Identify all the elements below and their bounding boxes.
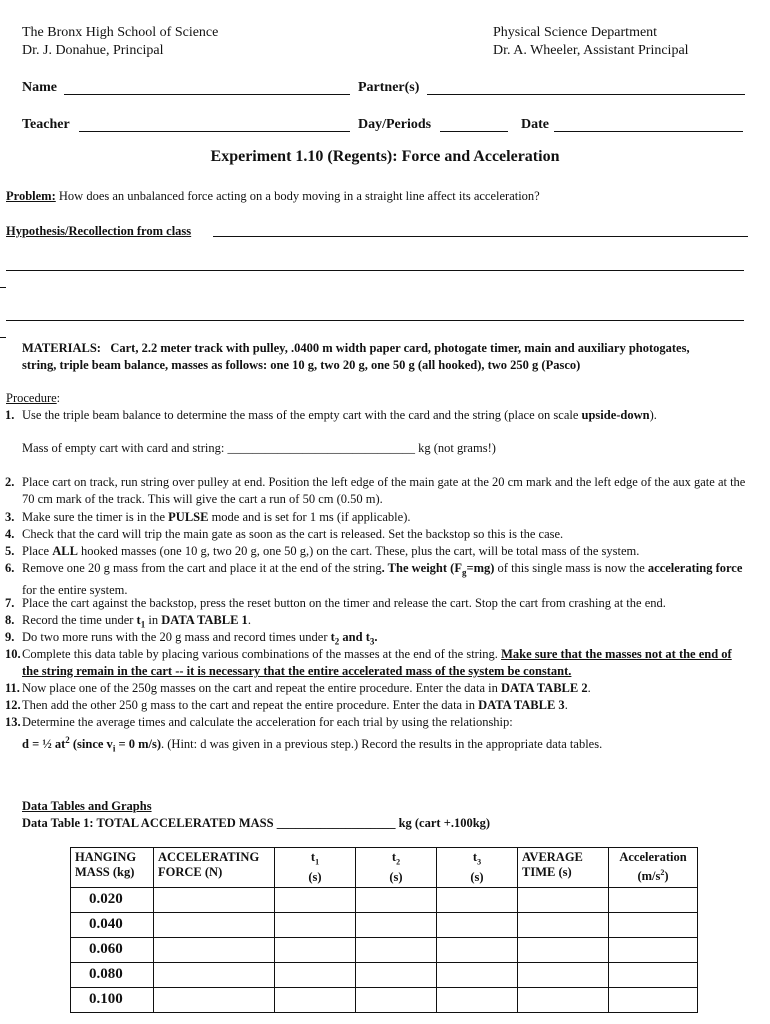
hanging-mass-cell: 0.040 [71, 912, 154, 937]
step-12-table: DATA TABLE 3 [478, 698, 565, 712]
input-cell[interactable] [356, 887, 437, 912]
step-8-end: . [247, 613, 251, 627]
col-acceleration: Acceleration $(m/s^2)$ [609, 848, 698, 888]
step-12-text: Then add the other 250 g mass to the cart and repeat the entire procedure. Enter the data in [22, 698, 479, 712]
table-row [71, 887, 698, 912]
day-periods-label: Day/Periods [358, 117, 432, 132]
input-cell[interactable] [154, 987, 275, 1012]
input-cell[interactable] [356, 987, 437, 1012]
name-label: Name [22, 80, 57, 95]
input-cell[interactable] [609, 887, 698, 912]
input-cell[interactable] [518, 937, 609, 962]
table-row [71, 937, 698, 962]
formula-sub: i [112, 743, 116, 754]
step-5-bold: ALL [52, 544, 78, 558]
step-11-end: . [587, 681, 591, 695]
data-table-1 [70, 847, 698, 1013]
step-8-text: Record the time under [22, 613, 137, 627]
input-cell[interactable] [154, 962, 275, 987]
step-3-bold: PULSE [168, 510, 209, 524]
col-t2: $t_2$ (s) [356, 848, 437, 888]
problem-label: Problem: [6, 189, 56, 203]
step-6-mid: of this single mass is now the [494, 561, 648, 575]
formula-end: = 0 m/s) [115, 737, 161, 752]
materials [22, 340, 727, 374]
step-11-text: Now place one of the 250g masses on the cart and repeat the entire procedure. Enter the data in [22, 681, 501, 695]
step-12-end: . [564, 698, 568, 712]
step-7-text: Place the cart against the backstop, press the reset button on the timer and release the cart. Stop the cart from crashing at the end. [22, 596, 666, 610]
step-3-end: mode and is set for 1 ms (if applicable). [208, 510, 411, 524]
step-6-text: Remove one 20 g mass from the cart and place it at the end of the string [22, 561, 382, 575]
formula-sup: 2 [65, 735, 70, 745]
teacher-label: Teacher [22, 117, 70, 132]
input-cell[interactable] [518, 887, 609, 912]
step-9-t2: t [330, 630, 335, 644]
input-cell[interactable] [356, 912, 437, 937]
col-t1: $t_1$ (s) [275, 848, 356, 888]
step-6-weight: weight (F [411, 561, 462, 575]
input-cell[interactable] [275, 987, 356, 1012]
formula-line [22, 732, 752, 758]
step-6-force: accelerating force [647, 561, 743, 575]
input-cell[interactable] [609, 937, 698, 962]
input-cell[interactable] [275, 937, 356, 962]
formula: d = ½ at [22, 737, 66, 752]
input-cell[interactable] [356, 937, 437, 962]
hypothesis-label: Hypothesis/Recollection from class [6, 224, 192, 238]
input-cell[interactable] [275, 962, 356, 987]
partners-field[interactable] [427, 94, 745, 95]
table-row [71, 962, 698, 987]
hanging-mass-cell: 0.060 [71, 937, 154, 962]
materials-label: MATERIALS: [22, 341, 101, 355]
input-cell[interactable] [437, 887, 518, 912]
materials-text: Cart, 2.2 meter track with pulley, .0400 m width paper card, photogate timer, main and auxiliary photogates, string, triple beam balance, masses as follows: one 10 g, two 20 g, one 50 g (all hooked), two 250 g (Pasco) [22, 341, 690, 372]
input-cell[interactable] [356, 962, 437, 987]
hanging-mass-cell: 0.100 [71, 987, 154, 1012]
input-cell[interactable] [154, 912, 275, 937]
hypothesis-line-3-tail [0, 337, 6, 338]
input-cell[interactable] [609, 912, 698, 937]
step-8-table: DATA TABLE 1 [161, 613, 248, 627]
input-cell[interactable] [609, 962, 698, 987]
partners-label: Partner(s) [358, 80, 420, 95]
step-11-table: DATA TABLE 2 [500, 681, 588, 695]
hypothesis-line-3[interactable] [6, 320, 744, 321]
assistant-principal: Dr. A. Wheeler, Assistant Principal [493, 43, 689, 58]
step-9-sub2: 2 [334, 636, 340, 647]
teacher-field[interactable] [79, 131, 350, 132]
table-header-row [71, 848, 698, 888]
formula-note: . (Hint: d was given in a previous step.) Record the results in the appropriate data tables. [161, 737, 603, 752]
input-cell[interactable] [437, 912, 518, 937]
step-8-sub: 1 [140, 619, 146, 630]
input-cell[interactable] [154, 887, 275, 912]
hanging-mass-cell: 0.020 [71, 887, 154, 912]
step-8-t: t [136, 613, 141, 627]
step-9-end: . [374, 630, 378, 644]
step-9-sub3: 3 [369, 636, 375, 647]
step-1-text: Use the triple beam balance to determine the mass of the empty cart with the card and the string (place on scale [22, 408, 582, 422]
step-5-end: hooked masses (one 10 g, two 20 g, one 50 g,) on the cart. These, plus the cart, will be total mass of the system. [77, 544, 640, 558]
hanging-mass-cell: 0.080 [71, 962, 154, 987]
step-3-text: Make sure the timer is in the [22, 510, 169, 524]
step-1-bold: upside-down [581, 408, 650, 422]
date-field[interactable] [554, 131, 743, 132]
step-6-sub: g [461, 567, 467, 578]
principal: Dr. J. Donahue, Principal [22, 43, 164, 58]
step-10-text: Complete this data table by placing various combinations of the masses at the end of the string. [22, 647, 502, 661]
step-4-text: Check that the card will trip the main gate as soon as the cart is released. Set the backstop so this is the case. [22, 527, 564, 541]
school-name: The Bronx High School of Science [22, 25, 219, 40]
step-2-text: Place cart on track, run string over pulley at end. Position the left edge of the main gate at the 20 cm mark and the left edge of the aux gate at the 70 cm mark of the track. This will give the cart a run of 50 cm (0.50 m). [22, 475, 746, 506]
step-1-end: ). [649, 408, 657, 422]
step-6-formula: =mg) [466, 561, 495, 575]
procedure-label: Procedure [6, 391, 57, 405]
day-periods-field[interactable] [440, 131, 508, 132]
page-title: Experiment 1.10 (Regents): Force and Acceleration [210, 148, 560, 165]
input-cell[interactable] [437, 937, 518, 962]
table-row [71, 912, 698, 937]
problem-text: How does an unbalanced force acting on a body moving in a straight line affect its acceleration? [58, 189, 540, 203]
table1-caption: Data Table 1: TOTAL ACCELERATED MASS ___________________ kg (cart +.100kg) [22, 816, 491, 830]
step-6-end: for the entire system. [22, 582, 128, 597]
input-cell[interactable] [154, 937, 275, 962]
date-label: Date [521, 117, 549, 132]
step-8-in: in [145, 613, 162, 627]
problem [6, 188, 756, 205]
procedure-heading: Procedure: [6, 391, 61, 405]
step-9-text: Do two more runs with the 20 g mass and record times under [22, 630, 331, 644]
hypothesis-line-1[interactable] [213, 236, 748, 237]
data-tables-heading: Data Tables and Graphs [22, 799, 152, 813]
step-6-sep: . The [381, 561, 412, 575]
hypothesis-line-2[interactable] [6, 270, 744, 271]
input-cell[interactable] [437, 962, 518, 987]
input-cell[interactable] [437, 987, 518, 1012]
input-cell[interactable] [275, 912, 356, 937]
col-accelerating-force: ACCELERATING FORCE (N) [154, 848, 275, 888]
input-cell[interactable] [518, 987, 609, 1012]
step-5-text: Place [22, 544, 53, 558]
step-13-text: Determine the average times and calculate the acceleration for each trial by using the relationship: [22, 715, 513, 729]
step-9-and: and t [339, 630, 370, 644]
table-row [71, 987, 698, 1012]
input-cell[interactable] [518, 912, 609, 937]
name-field[interactable] [64, 94, 350, 95]
input-cell[interactable] [518, 962, 609, 987]
col-t3: $t_3$ (s) [437, 848, 518, 888]
input-cell[interactable] [275, 887, 356, 912]
mass-prompt: Mass of empty cart with card and string: ______________________________ kg (not grams!) [22, 441, 496, 455]
formula-since: (since v [69, 737, 113, 752]
department: Physical Science Department [493, 25, 658, 40]
hypothesis-line-2-tail [0, 287, 6, 288]
col-average-time: AVERAGE TIME (s) [518, 848, 609, 888]
input-cell[interactable] [609, 987, 698, 1012]
step-10-emphasis: Make sure that the masses not at the end of the string remain in the cart -- it is necessary that the entire accelerated mass of the system be constant. [22, 647, 732, 678]
col-hanging-mass: HANGING MASS (kg) [71, 848, 154, 888]
